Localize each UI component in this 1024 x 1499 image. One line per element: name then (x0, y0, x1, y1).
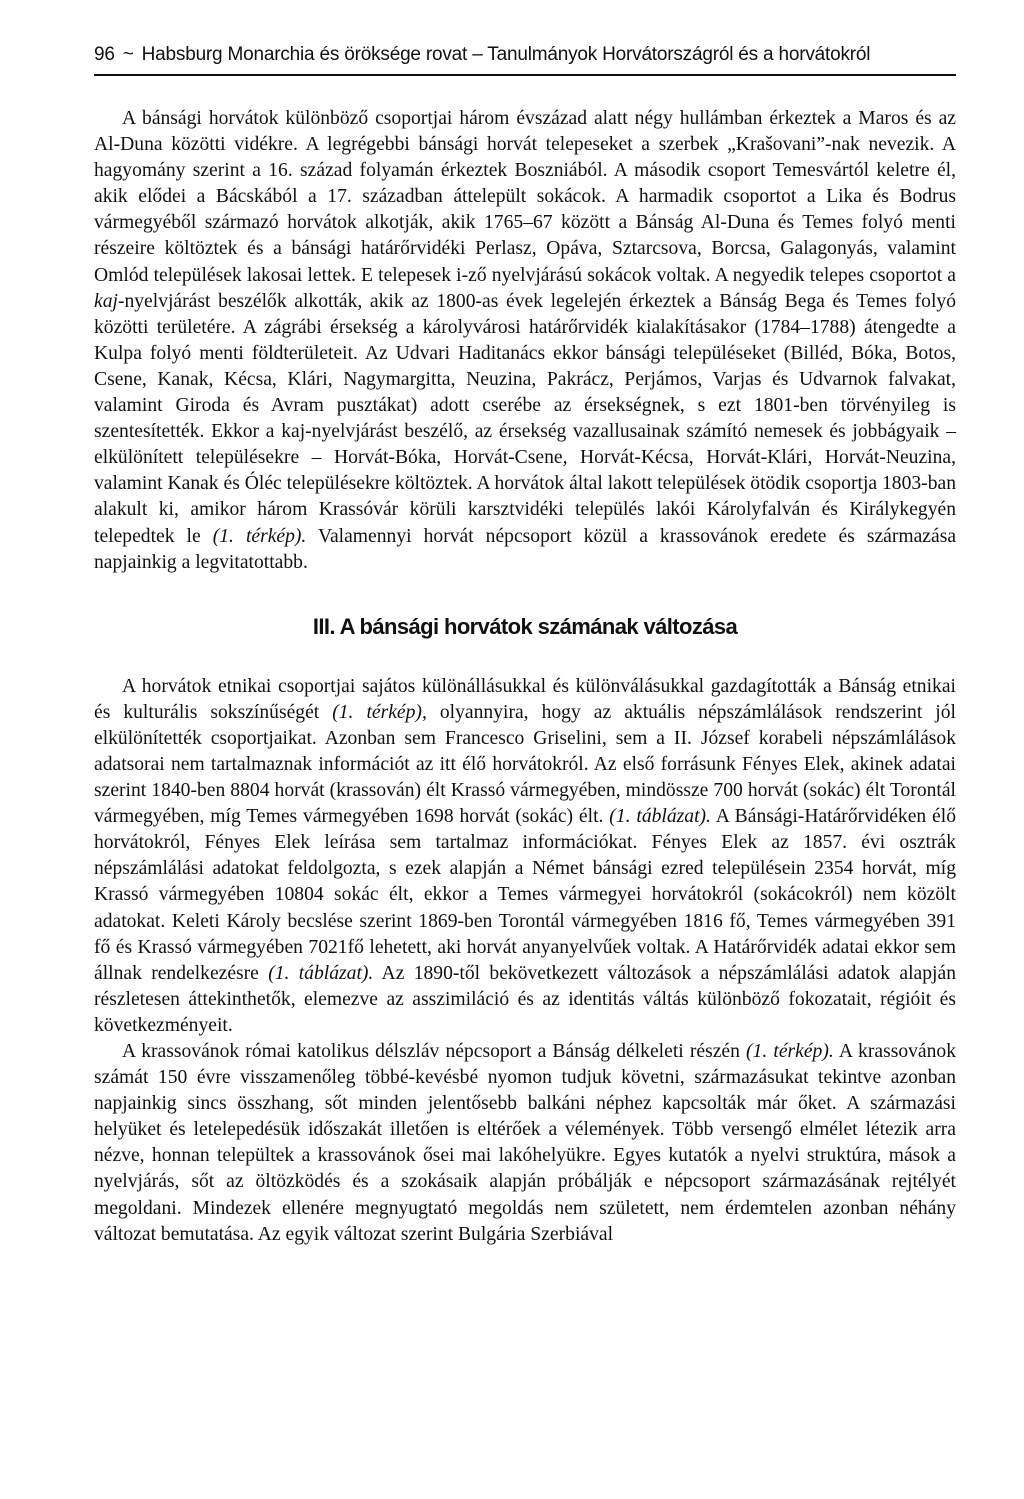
text-run: Az 1890-től bekövetkezett változások a népszámlálási adatok alapján részletesen áttekinthetők, elemezve az asszimiláció és az identitás váltás különböző fokozatait, régióit és következményeit. (94, 962, 956, 1036)
running-header (94, 40, 956, 76)
text-run: A Bánsági-Határőrvidéken élő horvátokról, Fényes Elek leírása sem tartalmaz információkat. Fényes Elek az 1857. évi osztrák népszámlálási adatokat feldolgozta, s ezek alapján a Német bánsági ezred településein 2354 horvát, míg Krassó vármegyében 10804 sokác élt, ekkor a Temes vármegyei horvátokról (sokácokról) nem közölt adatokat. Keleti Károly becslése szerint 1869-ben Torontál vármegyében 1816 fő, Temes vármegyében 391 fő és Krassó vármegyében 7021fő lehetett, aki horvát anyanyelvűek voltak. A Határőrvidék adatai ekkor sem állnak rendelkezésre (94, 806, 956, 984)
italic-reference: (1. térkép). (212, 525, 307, 547)
section-heading: III. A bánsági horvátok számának változása (312, 613, 738, 639)
text-run: A bánsági horvátok különböző csoportjai három évszázad alatt négy hullámban érkeztek a Maros és az Al-Duna közötti vidékre. A legrégebbi bánsági horvát telepeseket a szerbek „Krašovani”-nak nevezik. A hagyomány szerint a 16. század folyamán érkeztek Boszniából. A második csoport Temesvártól keletre él, akik elődei a Bácskából a 17. században áttelepült sokácok. A harmadik csoportot a Lika és Bodrus vármegyéből származó horvátok alkotják, akik 1765–67 között a Bánság Al-Duna és Temes folyó menti részeire költöztek és a bánsági határőrvidéki Perlasz, Opáva, Sztarcsova, Borcsa, Galagonyás, valamint Omlód települések lakosai lettek. E telepesek i-ző nyelvjárású sokácok voltak. A negyedik telepes csoportot a (94, 108, 956, 286)
text-run: A krassovánok számát 150 évre visszamenőleg többé-kevésbé nyomon tudjuk követni, származásukat tekintve azonban napjainkig sincs összhang, sőt minden jelentősebb balkáni néphez kapcsolták már őket. A származási helyüket és letelepedésük időszakát illetően is eltérőek a vélemények. Több versengő elmélet létezik arra nézve, honnan települtek a krassovánok ősei mai lakóhelyükre. Egyes kutatók a nyelvi struktúra, mások a nyelvjárás, sőt az öltözködés és a szokásaik alapján próbálják e népcsoport származásának rejtélyét megoldani. Mindezek ellenére megnyugtató megoldás nem született, nem érdemtelen azonban néhány változat bemutatása. Az egyik változat szerint Bulgária Szerbiával (94, 1041, 957, 1245)
running-header-title: Habsburg Monarchia és öröksége rovat – Tanulmányok Horvátországról és a horvátokról (141, 44, 871, 65)
text-run: -nyelvjárást beszélők alkották, akik az 1800-as évek legelején érkeztek a Bánság Bega és Temes folyó közötti területére. A zágrábi érsekség a károlyvárosi határőrvidék kialakításakor (1784–1788) átengedte a Kulpa folyó menti földterületeit. Az Udvari Haditanács ekkor bánsági településeket (Billéd, Bóka, Botos, Csene, Kanak, Kécsa, Klári, Nagymargitta, Neuzina, Pakrácz, Perjámos, Varjas és Udvarnok falvakat, valamint Giroda és Avram pusztákat) adott cserébe az érsekségnek, s ezt 1801-ben törvényileg is szentesítették. Ekkor a kaj-nyelvjárást beszélő, az érsekség vazallusainak számító nemesek és jobbágyaik – elkülönített településekre – Horvát-Bóka, Horvát-Csene, Horvát-Kécsa, Horvát-Klári, Horvát-Neuzina, valamint Kanak és Óléc településekre költöztek. A horvátok által lakott települések ötödik csoportja 1803-ban alakult ki, amikor három Krassóvár körüli karsztvidéki település lakói Károlyfalván és Királykegyén telepedtek le (94, 290, 956, 547)
document-page (94, 0, 956, 1499)
article-body (94, 106, 956, 1248)
paragraph-croatian-groups (94, 106, 956, 576)
italic-reference: (1. térkép), (332, 701, 427, 723)
italic-reference: kaj (94, 290, 118, 312)
paragraph-population-change (94, 674, 956, 1039)
italic-reference: (1. táblázat). (268, 962, 374, 984)
text-run: Valamennyi horvát népcsoport közül a krassovánok eredete és származása napjainkig a legvitatottabb. (94, 525, 957, 573)
text-run: olyannyira, hogy az aktuális népszámlálások rendszerint jól elkülönítették csoportjaikat. Azonban sem Francesco Griselini, sem a II. József korabeli népszámlálások adatsorai nem tartalmaznak információt az itt élő horvátokról. Az első forrásunk Fényes Elek, akinek adatai szerint 1840-ben 8804 horvát (krassován) élt Krassó vármegyében, mindössze 700 horvát (sokác) élt Torontál vármegyében, míg Temes vármegyében 1698 horvát (sokác) élt. (94, 701, 956, 828)
text-run: A horvátok etnikai csoportjai sajátos különállásukkal és különválásukkal gazdagították a Bánság etnikai és kulturális sokszínűségét (94, 675, 956, 723)
header-separator: ~ (122, 44, 134, 65)
paragraph-krassovans (94, 1039, 956, 1248)
italic-reference: (1. táblázat). (609, 806, 711, 828)
italic-reference: (1. térkép). (746, 1041, 834, 1062)
page-number: 96 (94, 44, 115, 65)
text-run: A krassovánok római katolikus délszláv népcsoport a Bánság délkeleti részén (122, 1041, 747, 1062)
